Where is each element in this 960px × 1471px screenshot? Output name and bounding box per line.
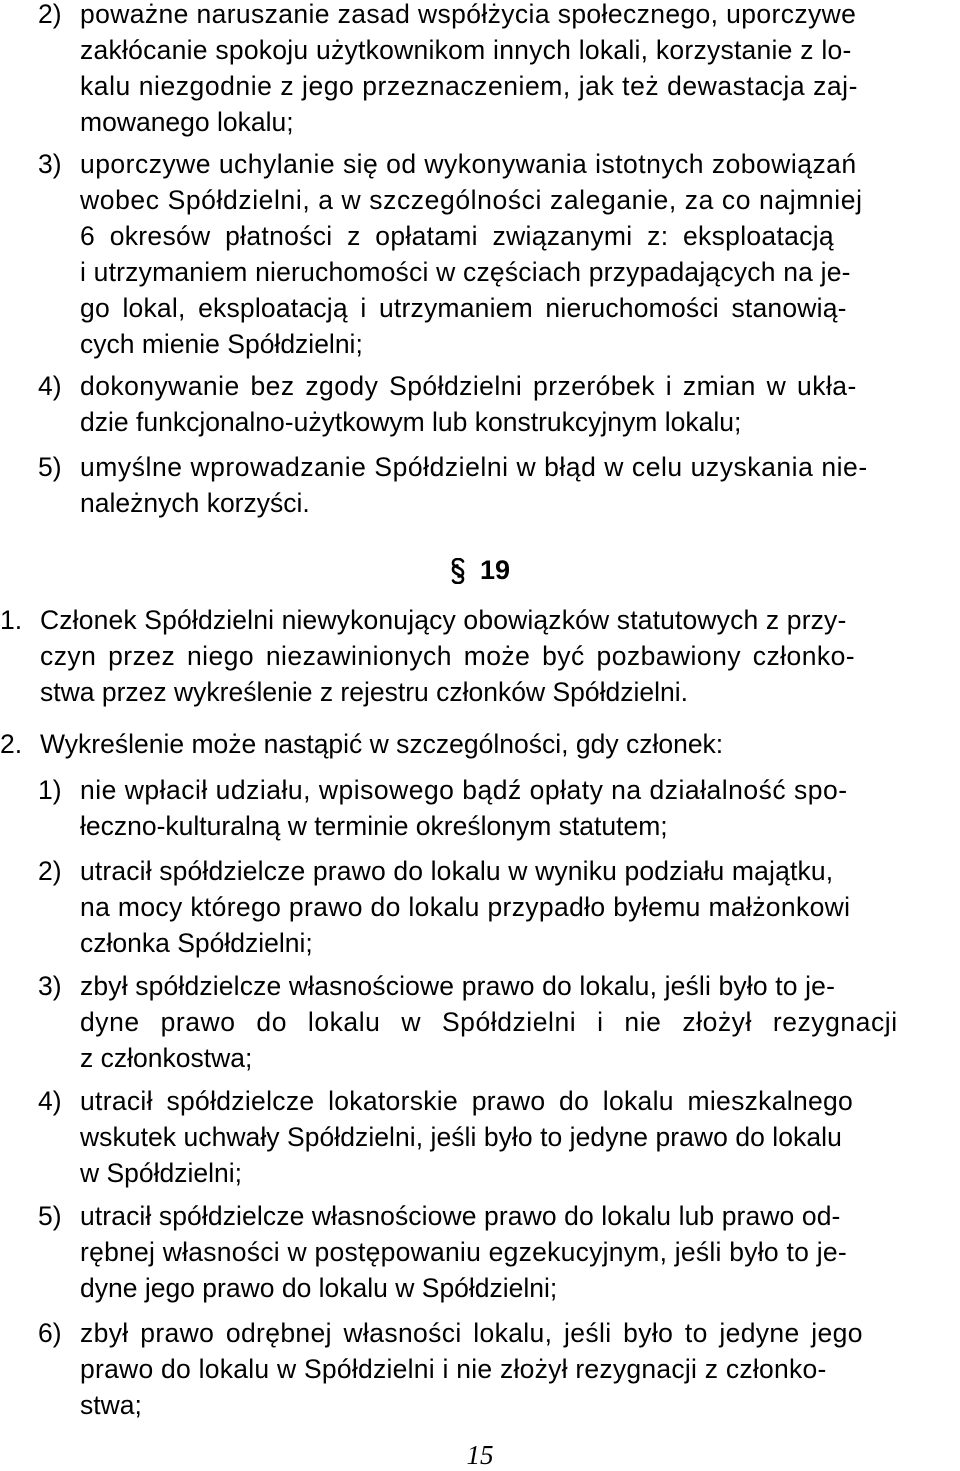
text-line: należnych korzyści. [80, 488, 310, 518]
item-number: 3) [38, 971, 62, 1001]
text-line: poważne naruszanie zasad współżycia społecznego, uporczywe [80, 0, 857, 29]
item-number: 2. [0, 729, 23, 759]
text-line: na mocy którego prawo do lokalu przypadło byłemu małżonkowi [80, 892, 851, 922]
text-line: łeczno-kulturalną w terminie określonym statutem; [80, 811, 668, 841]
text-line: dzie funkcjonalno-użytkowym lub konstrukcyjnym lokalu; [80, 407, 742, 437]
text-line: dyne jego prawo do lokalu w Spółdzielni; [80, 1273, 558, 1303]
item-number: 4) [38, 371, 62, 401]
text-line: utracił spółdzielcze własnościowe prawo do lokalu lub prawo od- [80, 1201, 841, 1231]
item-number: 2) [38, 856, 62, 886]
text-line: umyślne wprowadzanie Spółdzielni w błąd w celu uzyskania nie- [80, 452, 868, 482]
item-number: 3) [38, 149, 62, 179]
text-line: mowanego lokalu; [80, 107, 294, 137]
text-line: stwa; [80, 1390, 142, 1420]
section-heading [0, 552, 960, 588]
item-number: 6) [38, 1318, 62, 1348]
text-line: członka Spółdzielni; [80, 928, 313, 958]
section-number: 19 [479, 555, 511, 585]
text-line: utracił spółdzielcze prawo do lokalu w wyniku podziału majątku, [80, 856, 834, 886]
item-number: 4) [38, 1086, 62, 1116]
text-line: w Spółdzielni; [80, 1158, 243, 1188]
text-line: go lokal, eksploatacją i utrzymaniem nieruchomości stanowią- [80, 293, 847, 323]
text-line: zbył prawo odrębnej własności lokalu, jeśli było to jedyne jego [80, 1318, 863, 1348]
text-line: utracił spółdzielcze lokatorskie prawo do lokalu mieszkalnego [80, 1086, 854, 1116]
text-line: zakłócanie spokoju użytkownikom innych lokali, korzystanie z lo- [80, 35, 852, 65]
item-number: 5) [38, 452, 62, 482]
item-number: 5) [38, 1201, 62, 1231]
text-line: i utrzymaniem nieruchomości w częściach przypadających na je- [80, 257, 851, 287]
text-line: rębnej własności w postępowaniu egzekucyjnym, jeśli było to je- [80, 1237, 847, 1267]
text-line: prawo do lokalu w Spółdzielni i nie złożył rezygnacji z członko- [80, 1354, 827, 1384]
text-line: z członkostwa; [80, 1043, 253, 1073]
text-line: 6 okresów płatności z opłatami związanymi z: eksploatacją [80, 221, 834, 251]
text-line: dokonywanie bez zgody Spółdzielni przeróbek i zmian w ukła- [80, 371, 857, 401]
text-line: uporczywe uchylanie się od wykonywania istotnych zobowiązań [80, 149, 857, 179]
text-line: wobec Spółdzielni, a w szczególności zaleganie, za co najmniej [80, 185, 863, 215]
text-line: Wykreślenie może nastąpić w szczególności, gdy członek: [40, 729, 724, 759]
text-line: wskutek uchwały Spółdzielni, jeśli było to jedyne prawo do lokalu [80, 1122, 842, 1152]
text-line: stwa przez wykreślenie z rejestru członków Spółdzielni. [40, 677, 689, 707]
item-number: 2) [38, 0, 62, 29]
item-number: 1) [38, 775, 62, 805]
text-line: cych mienie Spółdzielni; [80, 329, 363, 359]
text-line: dyne prawo do lokalu w Spółdzielni i nie złożył rezygnacji [80, 1007, 898, 1037]
item-number: 1. [0, 605, 23, 635]
text-line: kalu niezgodnie z jego przeznaczeniem, jak też dewastacja zaj- [80, 71, 858, 101]
paragraph-sign-icon [450, 557, 466, 583]
text-line: zbył spółdzielcze własnościowe prawo do lokalu, jeśli było to je- [80, 971, 836, 1001]
text-line: nie wpłacił udziału, wpisowego bądź opłaty na działalność spo- [80, 775, 848, 805]
text-line: Członek Spółdzielni niewykonujący obowiązków statutowych z przy- [40, 605, 847, 635]
page-number: 15 [466, 1440, 494, 1470]
text-line: czyn przez niego niezawinionych może być pozbawiony członko- [40, 641, 856, 671]
